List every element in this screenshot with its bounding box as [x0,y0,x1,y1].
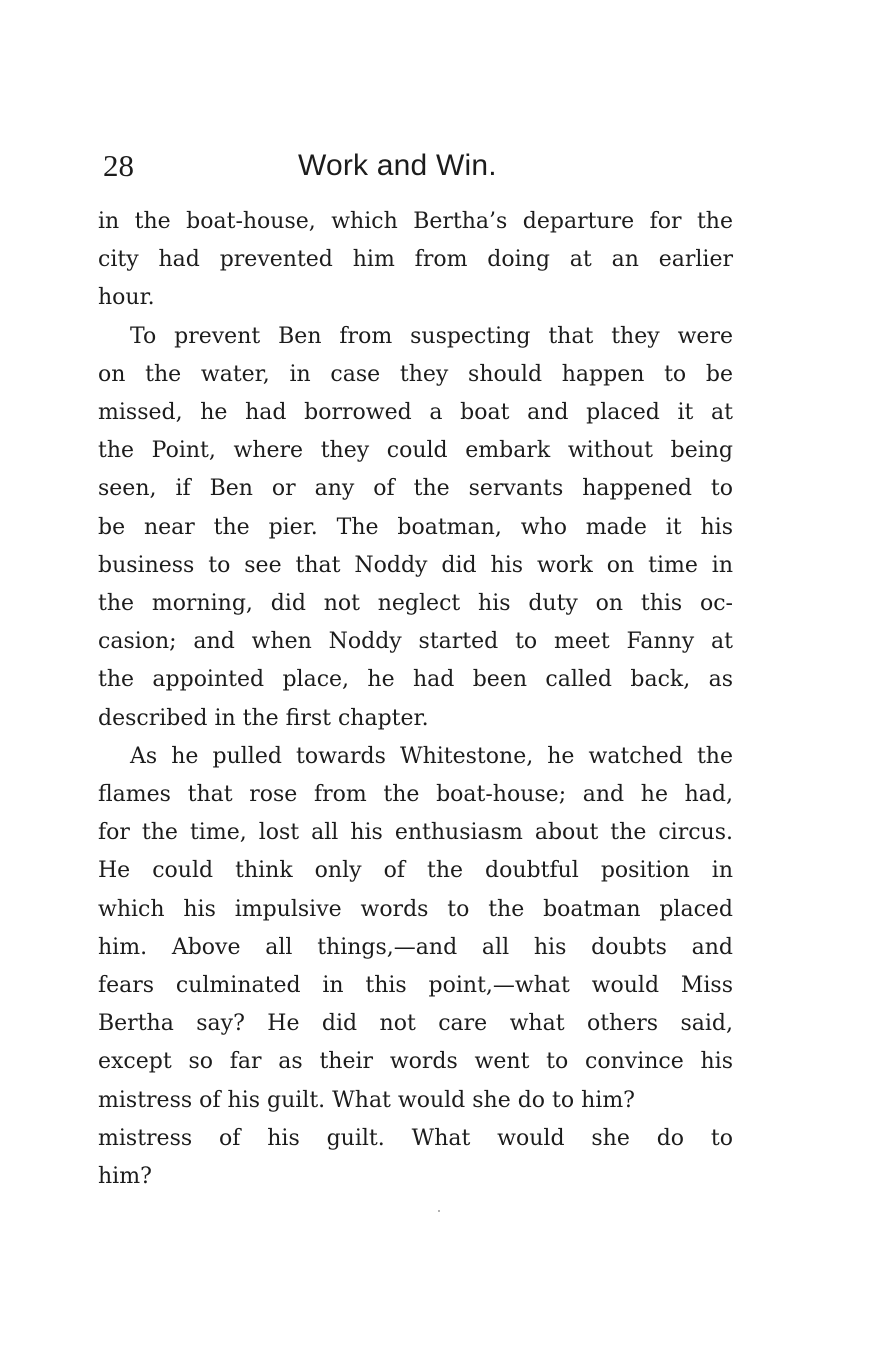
text-line: As he pulled towards Whitestone, he watched the [130,743,733,769]
body-text [98,203,733,1196]
paragraph-2 [98,318,733,738]
text-line: in the boat-house, which Bertha’s departure for the [98,209,733,234]
text-line: the appointed place, he had been called back, as [98,667,733,693]
text-line: be near the pier. The boatman, who made it his [98,514,733,540]
text-line: flames that rose from the boat-house; and he had, [98,782,733,808]
running-title: Work and Win. [298,149,497,182]
text-line: business to see that Noddy did his work on time in [98,552,733,578]
page-header [103,142,735,190]
text-line: To prevent Ben from suspecting that they were [130,323,733,349]
text-line: the morning, did not neglect his duty on this oc- [98,591,733,617]
text-line: fears culminated in this point,—what would Miss [98,973,733,999]
paper-speck [438,1210,440,1212]
paragraph-1 [98,203,733,318]
text-line: He could think only of the doubtful position in [98,858,733,884]
text-line: hour. [98,285,155,311]
text-line: on the water, in case they should happen to be [98,361,733,387]
text-line: the Point, where they could embark without being [98,438,733,464]
text-line: seen, if Ben or any of the servants happened to [98,476,733,502]
text-line: mistress of his guilt. What would she do to [98,1125,733,1151]
text-line: city had prevented him from doing at an earlier [98,247,733,273]
text-line: him? [98,1164,152,1190]
text-line: mistress of his guilt. What would she do to him? [98,1087,635,1113]
paragraph-3 [98,738,733,1196]
text-line: missed, he had borrowed a boat and placed it at [98,400,733,426]
text-line: casion; and when Noddy started to meet Fanny at [98,629,733,655]
text-line: Bertha say? He did not care what others said, [98,1011,733,1037]
text-line: which his impulsive words to the boatman placed [98,896,733,922]
text-line: him. Above all things,—and all his doubts and [98,934,733,960]
text-line: except so far as their words went to convince his [98,1049,733,1075]
page-number: 28 [103,148,134,183]
text-line: described in the first chapter. [98,705,429,731]
text-line: for the time, lost all his enthusiasm about the circus. [98,820,733,846]
